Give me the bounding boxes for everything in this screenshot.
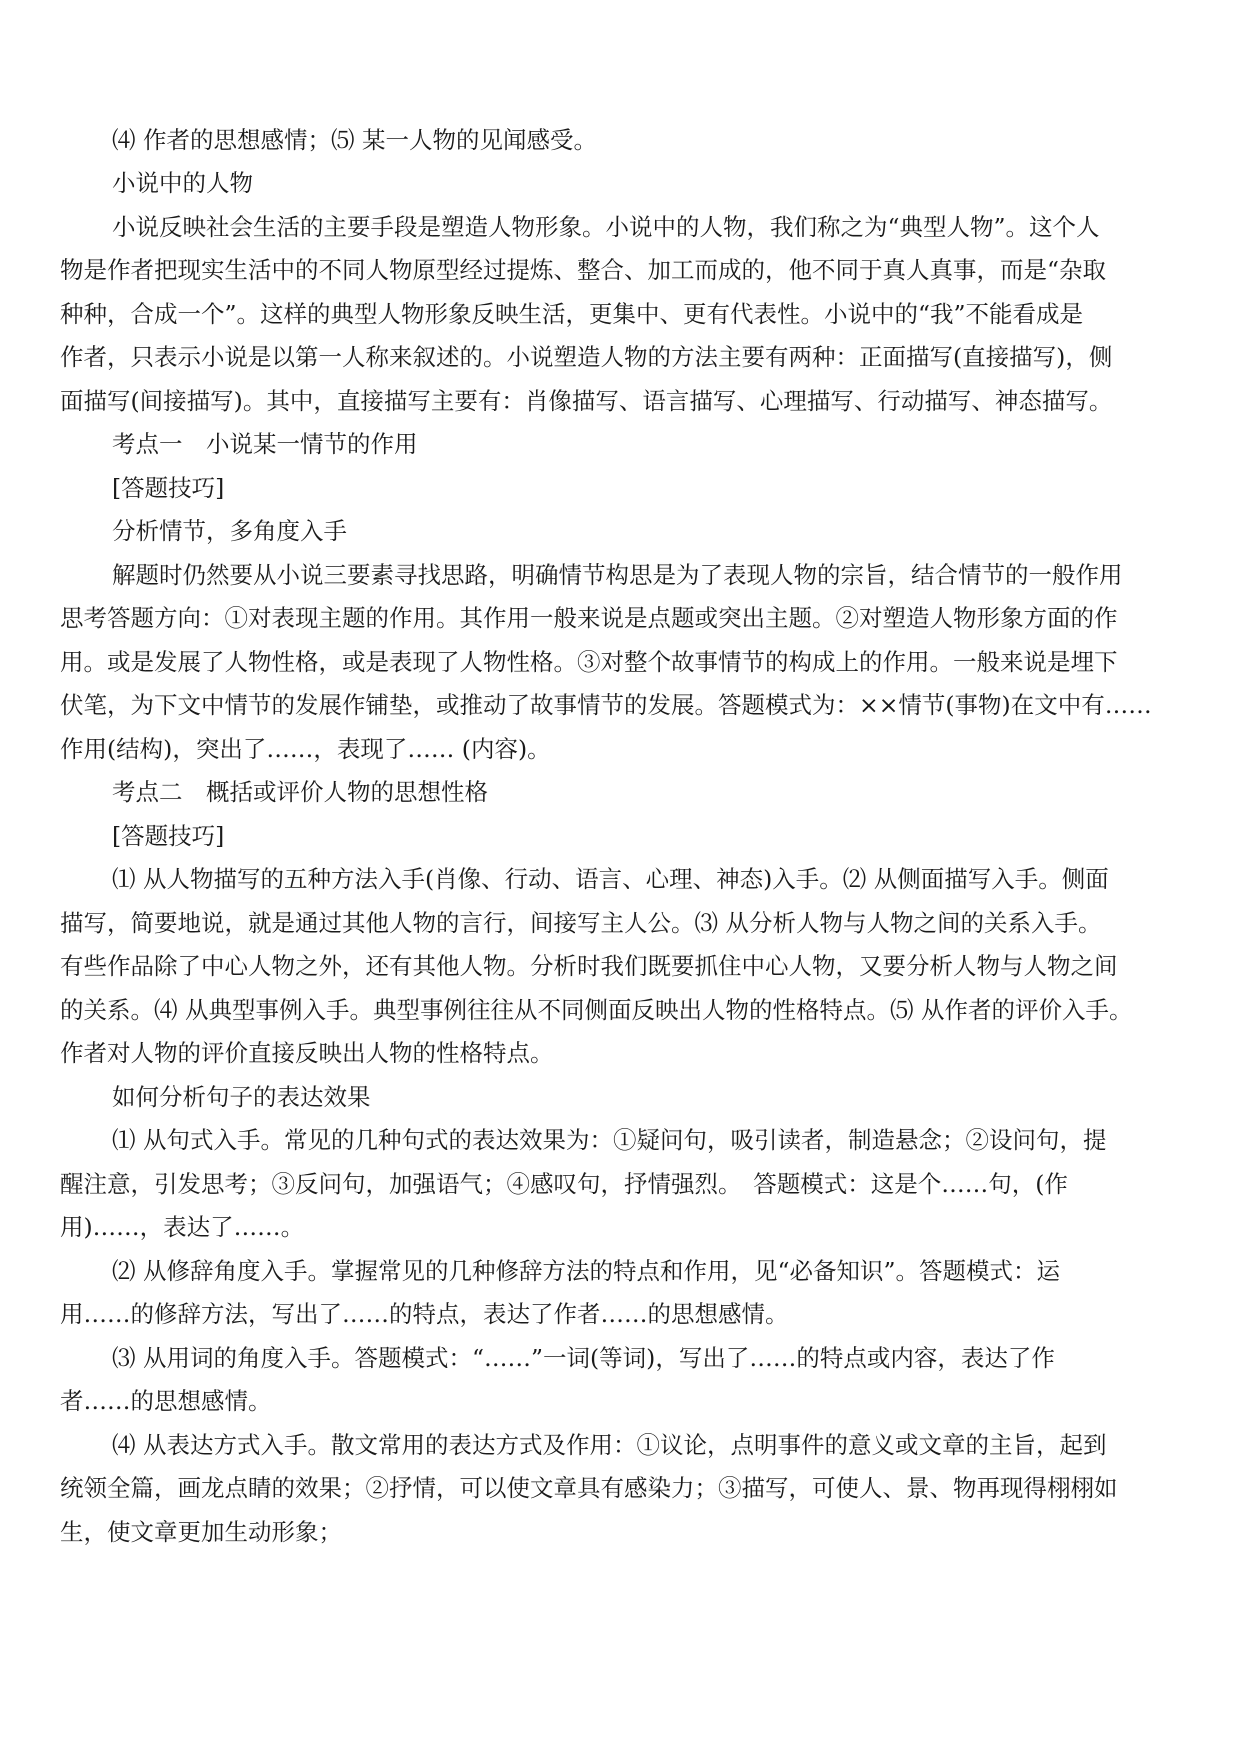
- section-heading: 小说中的人物: [112, 169, 253, 197]
- paragraph-line: 伏笔，为下文中情节的发展作铺垫，或推动了故事情节的发展。答题模式为：××情节(事物)在文中有……: [60, 691, 1152, 719]
- paragraph-line: ⑷ 从表达方式入手。散文常用的表达方式及作用：①议论，点明事件的意义或文章的主旨，起到: [112, 1431, 1107, 1459]
- section-heading: 考点二 概括或评价人物的思想性格: [112, 778, 488, 806]
- paragraph-line: 物是作者把现实生活中的不同人物原型经过提炼、整合、加工而成的，他不同于真人真事，而是“杂取: [60, 256, 1107, 284]
- paragraph-line: 作者，只表示小说是以第一人称来叙述的。小说塑造人物的方法主要有两种：正面描写(直接描写)，侧: [60, 343, 1113, 371]
- paragraph-line: 的关系。⑷ 从典型事例入手。典型事例往往从不同侧面反映出人物的性格特点。⑸ 从作者的评价入手。: [60, 996, 1133, 1024]
- paragraph-line: 者……的思想感情。: [60, 1387, 272, 1415]
- subheading: [答题技巧]: [112, 822, 225, 850]
- subheading: [答题技巧]: [112, 474, 225, 502]
- subheading: 分析情节，多角度入手: [112, 517, 347, 545]
- section-heading: 如何分析句子的表达效果: [112, 1083, 371, 1111]
- paragraph-line: 种种，合成一个”。这样的典型人物形象反映生活，更集中、更有代表性。小说中的“我”不能看成是: [60, 300, 1084, 328]
- paragraph-line: 用……的修辞方法，写出了……的特点，表达了作者……的思想感情。: [60, 1300, 789, 1328]
- paragraph-line: 生，使文章更加生动形象；: [60, 1518, 342, 1546]
- paragraph-line: 用。或是发展了人物性格，或是表现了人物性格。③对整个故事情节的构成上的作用。一般来说是埋下: [60, 648, 1118, 676]
- paragraph-line: 作者对人物的评价直接反映出人物的性格特点。: [60, 1039, 554, 1067]
- paragraph-line: 小说反映社会生活的主要手段是塑造人物形象。小说中的人物，我们称之为“典型人物”。这个人: [112, 213, 1100, 241]
- paragraph-line: ⑷ 作者的思想感情；⑸ 某一人物的见闻感受。: [112, 126, 597, 154]
- paragraph-line: 描写，简要地说，就是通过其他人物的言行，间接写主人公。⑶ 从分析人物与人物之间的关系入手。: [60, 909, 1102, 937]
- paragraph-line: ⑶ 从用词的角度入手。答题模式：“……”一词(等词)，写出了……的特点或内容，表达了作: [112, 1344, 1055, 1372]
- paragraph-line: ⑴ 从人物描写的五种方法入手(肖像、行动、语言、心理、神态)入手。⑵ 从侧面描写入手。侧面: [112, 865, 1109, 893]
- paragraph-line: 统领全篇，画龙点睛的效果；②抒情，可以使文章具有感染力；③描写，可使人、景、物再现得栩栩如: [60, 1474, 1118, 1502]
- paragraph-line: 思考答题方向：①对表现主题的作用。其作用一般来说是点题或突出主题。②对塑造人物形象方面的作: [60, 604, 1118, 632]
- paragraph-line: 解题时仍然要从小说三要素寻找思路，明确情节构思是为了表现人物的宗旨，结合情节的一般作用: [112, 561, 1123, 589]
- paragraph-line: 用)……，表达了……。: [60, 1213, 305, 1241]
- paragraph-line: 有些作品除了中心人物之外，还有其他人物。分析时我们既要抓住中心人物，又要分析人物与人物之间: [60, 952, 1118, 980]
- section-heading: 考点一 小说某一情节的作用: [112, 430, 418, 458]
- paragraph-line: ⑵ 从修辞角度入手。掌握常见的几种修辞方法的特点和作用，见“必备知识”。答题模式：运: [112, 1257, 1060, 1285]
- paragraph-line: 面描写(间接描写)。其中，直接描写主要有：肖像描写、语言描写、心理描写、行动描写、神态描写。: [60, 387, 1113, 415]
- paragraph-line: ⑴ 从句式入手。常见的几种句式的表达效果为：①疑问句，吸引读者，制造悬念；②设问句，提: [112, 1126, 1107, 1154]
- paragraph-line: 作用(结构)，突出了……，表现了…… (内容)。: [60, 735, 551, 763]
- paragraph-line: 醒注意，引发思考；③反问句，加强语气；④感叹句，抒情强烈。 答题模式：这是个……句，(作: [60, 1170, 1068, 1198]
